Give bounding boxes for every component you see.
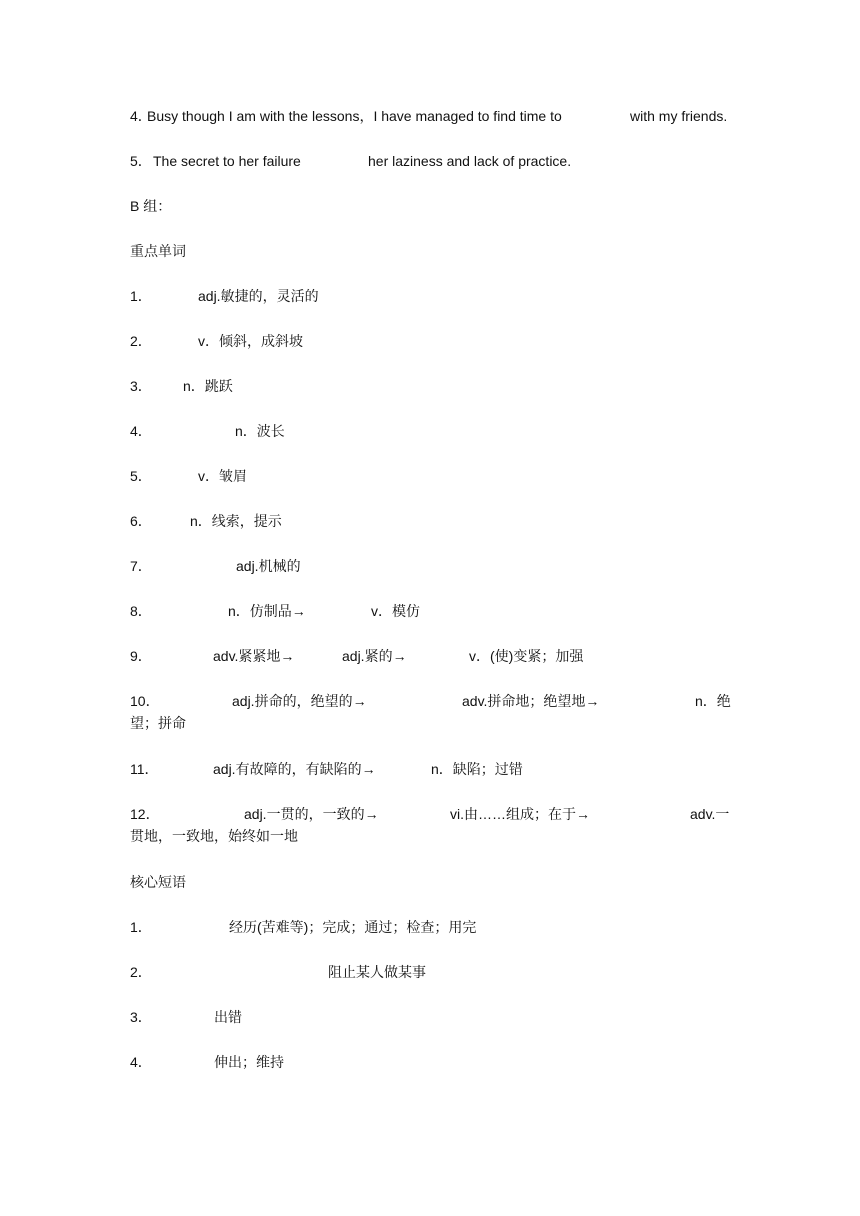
item-number: 3． <box>130 1009 152 1025</box>
item-definition: adj.敏捷的，灵活的 <box>198 288 319 304</box>
item-definition-2: n．缺陷；过错 <box>431 761 523 777</box>
item-definition: v．倾斜，成斜坡 <box>198 333 303 349</box>
item-definition: n．线索，提示 <box>190 513 282 529</box>
vocab-item-continuation: 贯地，一致地，始终如一地 <box>130 828 298 844</box>
item-number: 12． <box>130 806 160 822</box>
item-definition: n．仿制品→ <box>228 603 306 619</box>
item-number: 4． <box>130 1054 152 1070</box>
phrase-definition: 经历(苦难等)；完成；通过；检查；用完 <box>229 919 477 935</box>
vocab-heading: 重点单词 <box>130 243 186 259</box>
item-number: 9． <box>130 648 152 664</box>
item-definition-2: adj.紧的→ <box>342 648 407 664</box>
item-number: 7． <box>130 558 152 574</box>
item-number: 1． <box>130 288 152 304</box>
item-definition-2: adv.拼命地；绝望地→ <box>462 693 600 709</box>
item-definition: adv.紧紧地→ <box>213 648 295 664</box>
item-number: 11． <box>130 761 159 777</box>
item-definition-2: v．模仿 <box>371 603 420 619</box>
item-number: 4． <box>130 423 152 439</box>
item-number: 2． <box>130 964 152 980</box>
group-heading: B 组： <box>130 198 172 214</box>
sentence-number: 5． <box>130 153 152 169</box>
item-definition: adj.机械的 <box>236 558 301 574</box>
phrase-definition: 伸出；维持 <box>214 1054 284 1070</box>
item-number: 8． <box>130 603 152 619</box>
item-definition-2: vi.由……组成；在于→ <box>450 806 590 822</box>
item-definition: n．跳跃 <box>183 378 233 394</box>
item-number: 5． <box>130 468 152 484</box>
item-definition: adj.拼命的，绝望的→ <box>232 693 367 709</box>
sentence-number: 4． <box>130 108 152 124</box>
item-definition: adj.有故障的，有缺陷的→ <box>213 761 376 777</box>
sentence-text-end: her laziness and lack of practice. <box>368 153 572 169</box>
sentence-text: The secret to her failure <box>153 153 301 169</box>
vocab-item-continuation: 望；拼命 <box>130 715 186 731</box>
item-number: 3． <box>130 378 152 394</box>
item-definition-3: n．绝 <box>695 693 731 709</box>
phrase-heading: 核心短语 <box>130 874 186 890</box>
phrase-definition: 出错 <box>214 1009 242 1025</box>
item-definition: v．皱眉 <box>198 468 247 484</box>
item-number: 6． <box>130 513 152 529</box>
item-number: 1． <box>130 919 152 935</box>
phrase-definition: 阻止某人做某事 <box>328 964 426 980</box>
item-number: 10． <box>130 693 160 709</box>
sentence-text: Busy though I am with the lessons，I have managed to find time to <box>147 108 562 124</box>
item-definition: adj.一贯的，一致的→ <box>244 806 379 822</box>
item-number: 2． <box>130 333 152 349</box>
sentence-text-end: with my friends. <box>630 108 728 124</box>
item-definition: n．波长 <box>235 423 285 439</box>
item-definition-3: v．(使)变紧；加强 <box>469 648 584 664</box>
item-definition-3: adv.一 <box>690 806 730 822</box>
